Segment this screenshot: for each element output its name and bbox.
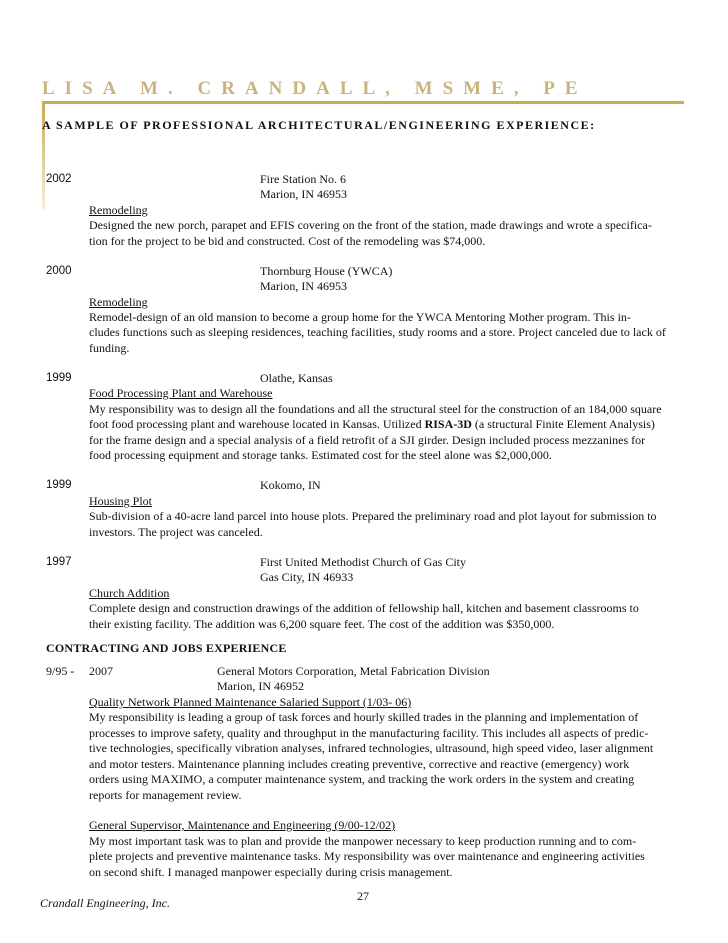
project-location: Thornburg House (YWCA) <box>260 264 393 278</box>
project-description-line: tion for the project to be bid and constructed. Cost of the remodeling was $74,000. <box>89 234 486 248</box>
project-title: Food Processing Plant and Warehouse <box>89 386 273 400</box>
project-title: Remodeling <box>89 295 148 309</box>
project-year: 1999 <box>46 479 72 491</box>
project-year: 1997 <box>46 556 72 568</box>
employment-date-end: 2007 <box>89 664 113 678</box>
role-description-line: on second shift. I managed manpower especially during crisis management. <box>89 865 453 879</box>
project-description-line: their existing facility. The addition was 6,200 square feet. The cost of the addition was $350,000. <box>89 617 555 631</box>
role-description-line: plete projects and preventive maintenance tasks. My responsibility was over maintenance and engineering activities <box>89 849 645 863</box>
role-description-line: My most important task was to plan and provide the manpower necessary to keep production running and to com- <box>89 834 637 848</box>
project-description-line: Sub-division of a 40-acre land parcel into house plots. Prepared the preliminary road and plot layout for submission to <box>89 509 657 523</box>
project-description-line: food processing equipment and storage tanks. Estimated cost for the steel alone was $2,000,000. <box>89 448 552 462</box>
project-title: Remodeling <box>89 203 148 217</box>
footer-company: Crandall Engineering, Inc. <box>40 896 170 910</box>
project-location: Fire Station No. 6 <box>260 172 346 186</box>
project-year: 2000 <box>46 265 72 277</box>
project-description-line: My responsibility was to design all the foundations and all the structural steel for the construction of an 184,000 square <box>89 402 662 416</box>
project-city: Gas City, IN 46933 <box>260 570 354 584</box>
project-year: 2002 <box>46 173 72 185</box>
project-title: Church Addition <box>89 586 170 600</box>
project-title: Housing Plot <box>89 494 153 508</box>
role-title: Quality Network Planned Maintenance Salaried Support (1/03- 06) <box>89 695 412 709</box>
project-description-line: investors. The project was canceled. <box>89 525 263 539</box>
description-text: (a structural Finite Element Analysis) <box>471 417 655 431</box>
project-description-line: cludes functions such as sleeping residences, teaching facilities, study rooms and a store. Project canceled due to lack of <box>89 325 666 339</box>
project-city: Marion, IN 46953 <box>260 187 347 201</box>
author-name: LISA M. CRANDALL, MSME, PE <box>42 78 588 99</box>
role-description-line: reports for management review. <box>89 788 242 802</box>
project-description-line: Remodel-design of an old mansion to become a group home for the YWCA Mentoring Mother program. This in- <box>89 310 631 324</box>
description-text: foot food processing plant and warehouse located in Kansas. Utilized <box>89 417 425 431</box>
employer-name: General Motors Corporation, Metal Fabrication Division <box>217 664 490 678</box>
section-heading: CONTRACTING AND JOBS EXPERIENCE <box>46 641 287 655</box>
project-description-line <box>89 417 655 433</box>
role-description-line: orders using MAXIMO, a computer maintenance system, and tracking the work orders in the system and creating <box>89 772 635 786</box>
project-year: 1999 <box>46 372 72 384</box>
software-name: RISA-3D <box>424 417 472 431</box>
header-rule <box>42 101 684 104</box>
employer-city: Marion, IN 46952 <box>217 679 304 693</box>
project-description-line: Designed the new porch, parapet and EFIS covering on the front of the station, made drawings and wrote a specifica- <box>89 218 652 232</box>
employment-date-start: 9/95 - <box>46 664 75 678</box>
project-location: Kokomo, IN <box>260 478 321 492</box>
project-description-line: for the frame design and a special analysis of a field retrofit of a SJI girder. Design included process mezzanines for <box>89 433 646 447</box>
role-description-line: tive technologies, specifically vibration analyses, infrared technologies, ultrasound, high speed video, laser alignment <box>89 741 654 755</box>
project-location: Olathe, Kansas <box>260 371 333 385</box>
role-description-line: processes to improve safety, quality and throughput in the manufacturing facility. This includes all aspects of predic- <box>89 726 649 740</box>
page-number: 27 <box>357 889 369 903</box>
role-title: General Supervisor, Maintenance and Engineering (9/00-12/02) <box>89 818 396 832</box>
project-description-line: funding. <box>89 341 130 355</box>
role-description-line: and motor testers. Maintenance planning includes creating preventive, corrective and reactive (emergency) work <box>89 757 630 771</box>
project-city: Marion, IN 46953 <box>260 279 347 293</box>
project-description-line: Complete design and construction drawings of the addition of fellowship hall, kitchen and basement classrooms to <box>89 601 639 615</box>
section-subtitle: A SAMPLE OF PROFESSIONAL ARCHITECTURAL/ENGINEERING EXPERIENCE: <box>42 118 596 132</box>
project-location: First United Methodist Church of Gas City <box>260 555 466 569</box>
role-description-line: My responsibility is leading a group of task forces and hourly skilled trades in the planning and implementation of <box>89 710 639 724</box>
